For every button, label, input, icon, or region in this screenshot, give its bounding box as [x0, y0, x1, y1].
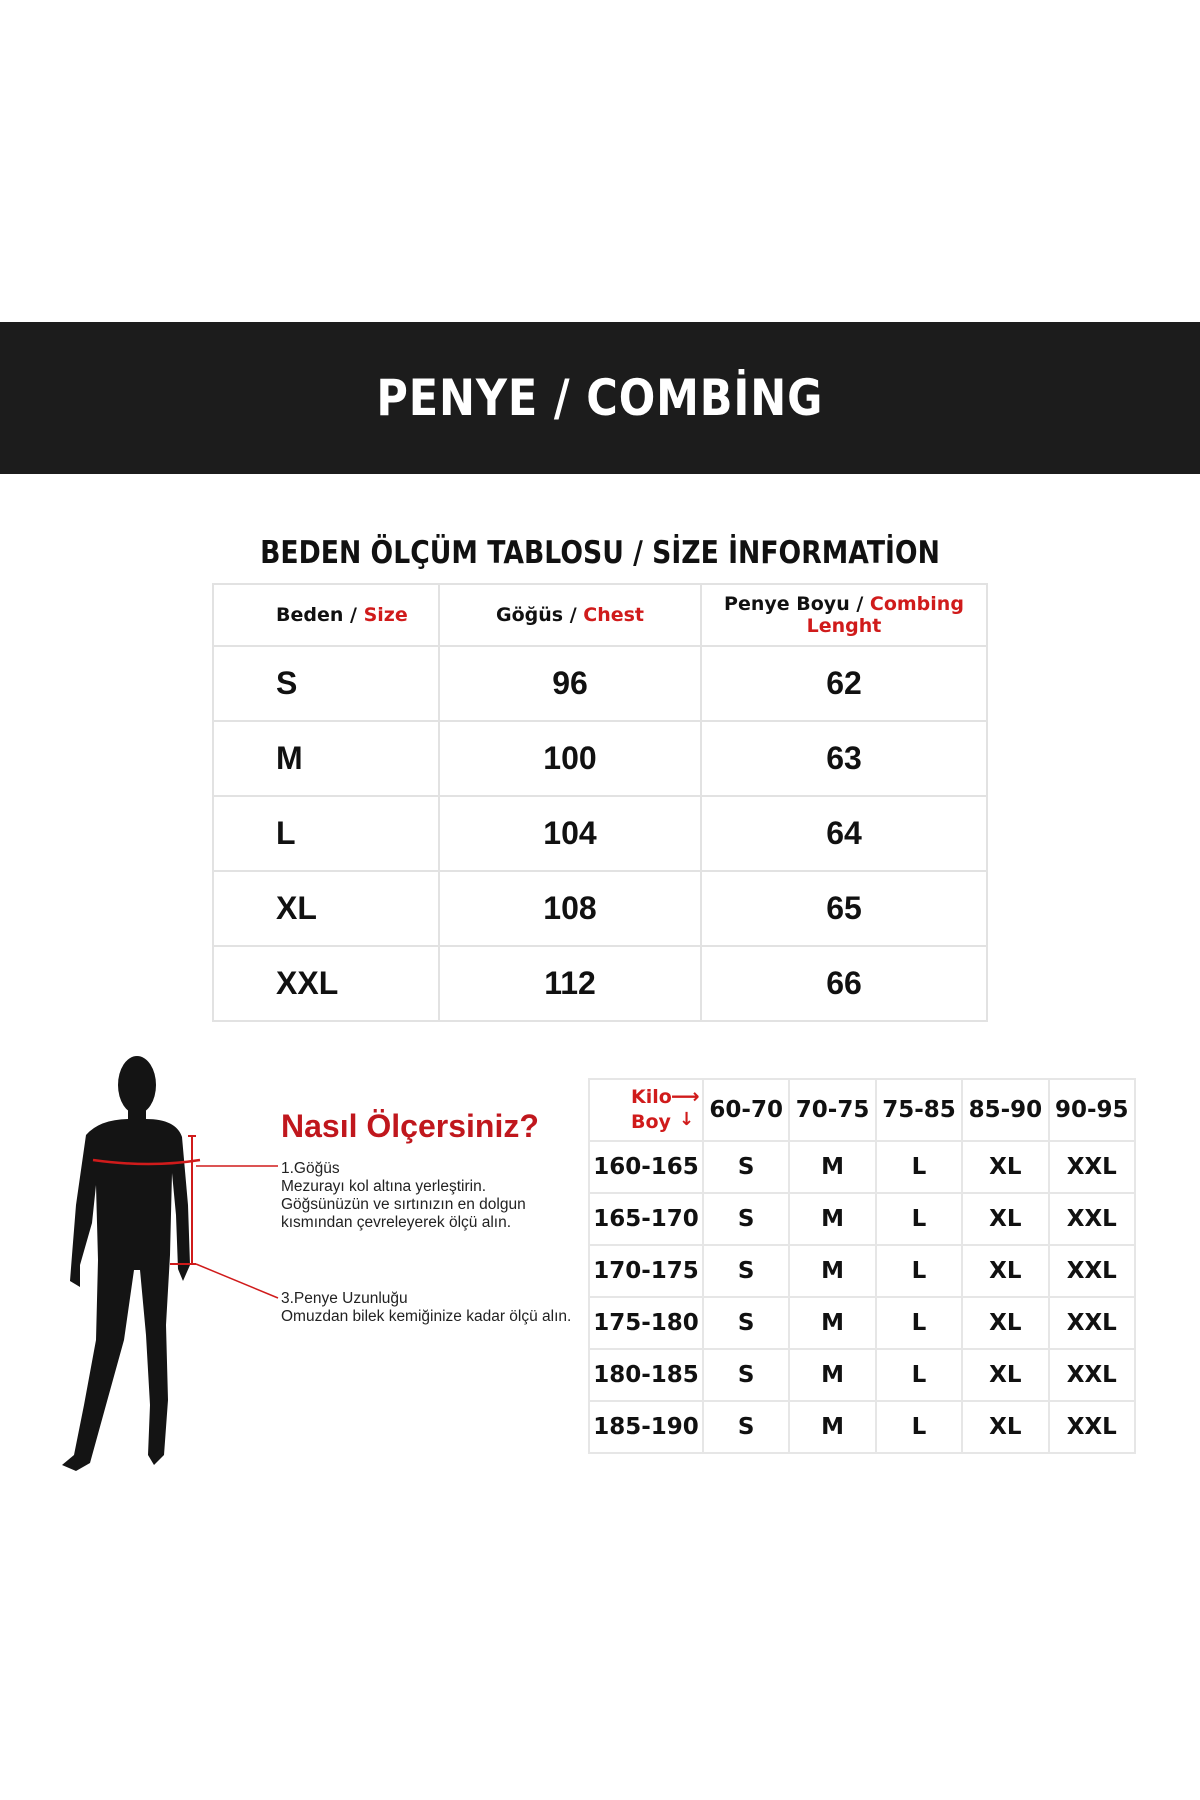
grid-cell: XL	[962, 1297, 1048, 1349]
grid-cell: S	[703, 1349, 789, 1401]
table-row	[589, 1401, 1135, 1453]
weight-column: 70-75	[789, 1079, 875, 1141]
cell-length: 66	[701, 946, 987, 1021]
cell-chest: 108	[439, 871, 701, 946]
grid-cell: XL	[962, 1141, 1048, 1193]
header-chest: Göğüs / Chest	[439, 584, 701, 646]
size-table-header	[213, 584, 987, 646]
cell-size: XXL	[213, 946, 439, 1021]
step-chest: 1.Göğüs Mezurayı kol altına yerleştirin. Göğsünüzün ve sırtınızın en dolgun kısmından çevreleyerek ölçü alın.	[281, 1160, 526, 1231]
grid-cell: S	[703, 1297, 789, 1349]
weight-column: 85-90	[962, 1079, 1048, 1141]
arrow-right-icon: ⟶	[671, 1084, 700, 1108]
grid-cell: XXL	[1049, 1193, 1135, 1245]
grid-cell: M	[789, 1141, 875, 1193]
grid-cell: XXL	[1049, 1245, 1135, 1297]
banner-title: PENYE / COMBİNG	[376, 369, 824, 427]
grid-cell: XL	[962, 1245, 1048, 1297]
header-banner	[0, 322, 1200, 474]
table-row	[589, 1349, 1135, 1401]
cell-chest: 96	[439, 646, 701, 721]
weight-height-grid	[588, 1078, 1136, 1454]
cell-length: 63	[701, 721, 987, 796]
grid-cell: L	[876, 1401, 962, 1453]
cell-length: 62	[701, 646, 987, 721]
cell-length: 64	[701, 796, 987, 871]
table-row	[589, 1141, 1135, 1193]
size-table	[212, 583, 988, 1022]
cell-size: XL	[213, 871, 439, 946]
weight-column: 75-85	[876, 1079, 962, 1141]
boy-label: Boy	[631, 1111, 671, 1133]
grid-header	[589, 1079, 1135, 1141]
cell-size: S	[213, 646, 439, 721]
grid-cell: S	[703, 1193, 789, 1245]
step-length: 3.Penye Uzunluğu Omuzdan bilek kemiğinize kadar ölçü alın.	[281, 1290, 572, 1325]
how-to-measure-title: Nasıl Ölçersiniz?	[281, 1108, 539, 1144]
table-row	[589, 1193, 1135, 1245]
weight-column: 90-95	[1049, 1079, 1135, 1141]
grid-cell: S	[703, 1141, 789, 1193]
grid-cell: M	[789, 1297, 875, 1349]
table-row	[589, 1245, 1135, 1297]
grid-cell: XL	[962, 1193, 1048, 1245]
grid-cell: S	[703, 1245, 789, 1297]
body-silhouette-icon	[50, 1055, 195, 1473]
header-length: Penye Boyu / Combing Lenght	[701, 584, 987, 646]
grid-cell: M	[789, 1193, 875, 1245]
table-row	[213, 946, 987, 1021]
height-label: 180-185	[589, 1349, 703, 1401]
size-table-title: BEDEN ÖLÇÜM TABLOSU / SİZE İNFORMATİON	[260, 535, 940, 571]
table-row	[213, 721, 987, 796]
height-label: 175-180	[589, 1297, 703, 1349]
grid-cell: L	[876, 1141, 962, 1193]
kilo-boy-cell	[589, 1079, 703, 1141]
cell-size: L	[213, 796, 439, 871]
grid-cell: XXL	[1049, 1141, 1135, 1193]
height-label: 170-175	[589, 1245, 703, 1297]
table-row	[213, 796, 987, 871]
grid-cell: L	[876, 1193, 962, 1245]
kilo-label: Kilo	[631, 1086, 672, 1108]
grid-cell: L	[876, 1297, 962, 1349]
table-row	[213, 871, 987, 946]
cell-length: 65	[701, 871, 987, 946]
table-row	[589, 1297, 1135, 1349]
cell-chest: 112	[439, 946, 701, 1021]
height-label: 160-165	[589, 1141, 703, 1193]
cell-size: M	[213, 721, 439, 796]
cell-chest: 100	[439, 721, 701, 796]
grid-cell: M	[789, 1349, 875, 1401]
grid-cell: XXL	[1049, 1401, 1135, 1453]
grid-cell: L	[876, 1245, 962, 1297]
grid-cell: XL	[962, 1349, 1048, 1401]
header-size: Beden / Size	[213, 584, 439, 646]
grid-cell: S	[703, 1401, 789, 1453]
grid-cell: L	[876, 1349, 962, 1401]
height-label: 165-170	[589, 1193, 703, 1245]
weight-column: 60-70	[703, 1079, 789, 1141]
grid-cell: XL	[962, 1401, 1048, 1453]
grid-cell: XXL	[1049, 1297, 1135, 1349]
grid-cell: M	[789, 1245, 875, 1297]
table-row	[213, 646, 987, 721]
cell-chest: 104	[439, 796, 701, 871]
grid-cell: M	[789, 1401, 875, 1453]
arrow-down-icon: ↓	[679, 1109, 695, 1130]
grid-cell: XXL	[1049, 1349, 1135, 1401]
height-label: 185-190	[589, 1401, 703, 1453]
